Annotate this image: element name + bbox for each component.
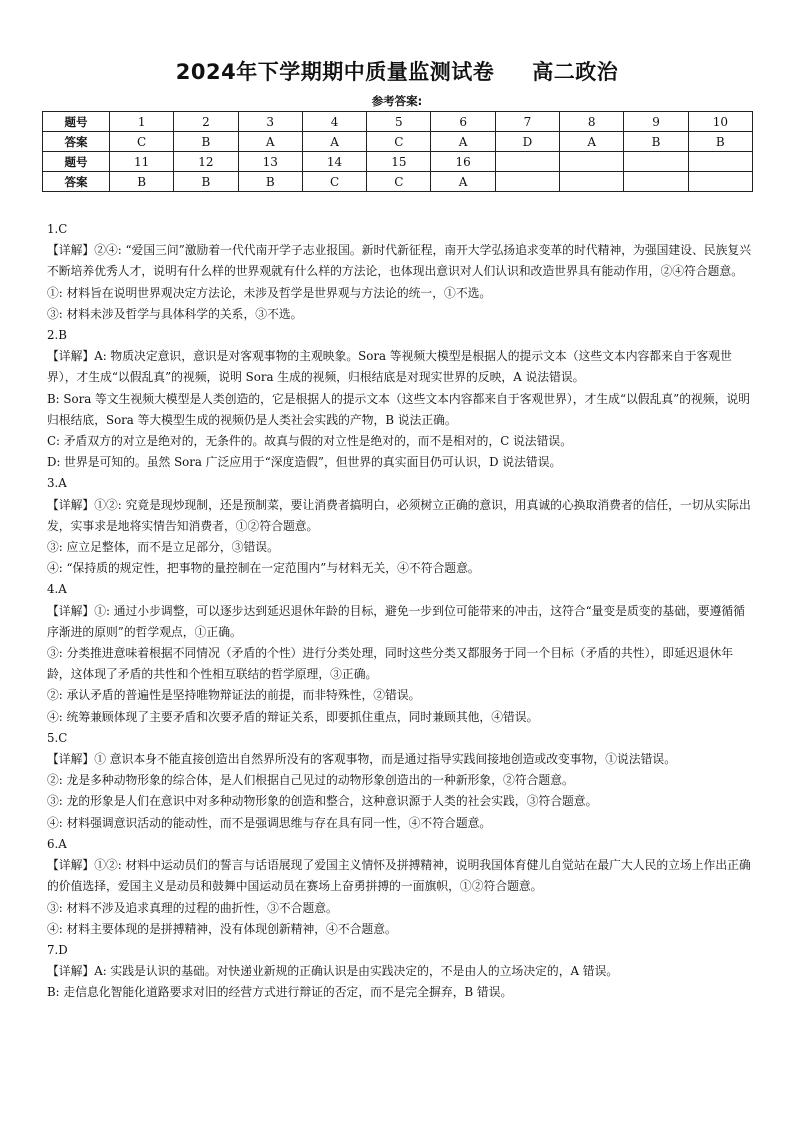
row-header: 答案	[43, 172, 110, 192]
table-cell: C	[110, 132, 174, 152]
table-row	[43, 132, 753, 152]
table-cell: 10	[688, 112, 752, 132]
table-cell	[624, 152, 688, 172]
answer-table	[42, 111, 753, 192]
explanation-line: ④: 材料主要体现的是拼搏精神，没有体现创新精神，④不合题意。	[47, 921, 397, 936]
explanation-line: ③: 材料未涉及哲学与具体科学的关系，③不选。	[47, 306, 303, 321]
table-cell: 4	[302, 112, 366, 132]
table-cell	[688, 172, 752, 192]
table-cell: 9	[624, 112, 688, 132]
explanation-line: 【详解】① 意识本身不能直接创造出自然界所没有的客观事物，而是通过指导实践间接地创造或改变事物，①说法错误。	[47, 752, 676, 767]
table-cell: A	[560, 132, 624, 152]
table-cell: B	[174, 132, 238, 152]
explanation-line: 【详解】①②: 材料中运动员们的誓言与话语展现了爱国主义情怀及拼搏精神，说明我国体育健儿自觉站在最广大人民的立场上作出正确的价值选择，爱国主义是动员和鼓舞中国运动员在赛场上奋勇拼搏的一面旗帜，①②符合题意。	[47, 858, 751, 894]
table-cell: 13	[238, 152, 302, 172]
table-cell: 8	[560, 112, 624, 132]
explanation-line: ③: 材料不涉及追求真理的过程的曲折性，③不合题意。	[47, 900, 338, 915]
explanation-line: ④: 统筹兼顾体现了主要矛盾和次要矛盾的辩证关系，即要抓住重点，同时兼顾其他，④错误。	[47, 709, 539, 724]
table-cell: C	[302, 172, 366, 192]
explanation-line: 【详解】A: 实践是认识的基础。对快递业新规的正确认识是由实践决定的，不是由人的立场决定的，A 错误。	[47, 964, 619, 979]
table-cell: A	[238, 132, 302, 152]
table-cell: C	[367, 132, 431, 152]
table-cell	[495, 172, 559, 192]
table-row	[43, 152, 753, 172]
explanation-line: ①: 材料旨在说明世界观决定方法论，未涉及哲学是世界观与方法论的统一，①不选。	[47, 285, 492, 300]
explanation-line: 【详解】②④: “爱国三问”激励着一代代南开学子志业报国。新时代新征程，南开大学弘扬追求变革的时代精神，为强国建设、民族复兴不断培养优秀人才，说明有什么样的世界观就有什么样的方法论，也体现出意识对人们认识和改造世界具有能动作用，②④符合题意。	[47, 243, 752, 279]
row-header: 题号	[43, 112, 110, 132]
explanation-line: ③: 龙的形象是人们在意识中对多种动物形象的创造和整合，这种意识源于人类的社会实践，③符合题意。	[47, 794, 598, 809]
table-cell: B	[110, 172, 174, 192]
explanation-line: ④: “保持质的规定性，把事物的量控制在一定范围内”与材料无关，④不符合题意。	[47, 561, 480, 576]
table-cell: D	[495, 132, 559, 152]
table-cell: 3	[238, 112, 302, 132]
table-cell: 7	[495, 112, 559, 132]
table-cell: A	[431, 172, 495, 192]
explanation-line: 【详解】①: 通过小步调整，可以逐步达到延迟退休年龄的目标，避免一步到位可能带来的冲击，这符合“量变是质变的基础，要遵循循序渐进的原则”的哲学观点，①正确。	[47, 603, 745, 639]
table-row	[43, 112, 753, 132]
question-answer-number: 5.C	[47, 730, 68, 745]
table-cell	[495, 152, 559, 172]
table-cell: 1	[110, 112, 174, 132]
question-answer-number: 6.A	[47, 836, 67, 851]
table-cell	[688, 152, 752, 172]
table-cell: B	[624, 132, 688, 152]
explanation-line: D: 世界是可知的。虽然 Sora 广泛应用于“深度造假”，但世界的真实面目仍可认识，D 说法错误。	[47, 455, 562, 470]
explanation-line: C: 矛盾双方的对立是绝对的，无条件的。故真与假的对立性是绝对的，而不是相对的，C 说法错误。	[47, 434, 572, 449]
explanation-line: ②: 龙是多种动物形象的综合体，是人们根据自己见过的动物形象创造出的一种新形象，②符合题意。	[47, 773, 574, 788]
table-cell: C	[367, 172, 431, 192]
question-answer-number: 7.D	[47, 942, 68, 957]
table-cell: A	[431, 132, 495, 152]
table-cell: 11	[110, 152, 174, 172]
table-cell	[624, 172, 688, 192]
question-answer-number: 3.A	[47, 476, 67, 491]
row-header: 答案	[43, 132, 110, 152]
explanation-line: ③: 分类推进意味着根据不同情况（矛盾的个性）进行分类处理，同时这些分类又都服务于同一个目标（矛盾的共性），即延迟退休年龄，这体现了矛盾的共性和个性相互联结的哲学原理，③正确。	[47, 646, 734, 682]
answer-label: 参考答案:	[371, 94, 423, 108]
question-answer-number: 2.B	[47, 328, 67, 343]
table-cell: 14	[302, 152, 366, 172]
explanation-line: ②: 承认矛盾的普遍性是坚持唯物辩证法的前提，而非特殊性，②错误。	[47, 688, 421, 703]
table-cell: B	[688, 132, 752, 152]
subject-text: 高二政治	[532, 60, 619, 84]
table-cell: 5	[367, 112, 431, 132]
explanation-line: ③: 应立足整体，而不是立足部分，③错误。	[47, 540, 279, 555]
explanation-line: 【详解】A: 物质决定意识，意识是对客观事物的主观映象。Sora 等视频大模型是根据人的提示文本（这些文本内容都来自于客观世界），才生成“以假乱真”的视频，说明 Sora 生成的视频，归根结底是对现实世界的反映，A 说法错误。	[47, 349, 732, 385]
explanation-line: 【详解】①②: 究竟是现炒现制，还是预制菜，要让消费者搞明白，必须树立正确的意识，用真诚的心换取消费者的信任，一切从实际出发，实事求是地将实情告知消费者，①②符合题意。	[47, 497, 751, 533]
table-cell	[560, 152, 624, 172]
table-cell: 12	[174, 152, 238, 172]
explanation-line: B: 走信息化智能化道路要求对旧的经营方式进行辩证的否定，而不是完全摒弃，B 错误。	[47, 985, 513, 1000]
question-answer-number: 1.C	[47, 222, 68, 236]
explanation-line: B: Sora 等文生视频大模型是人类创造的，它是根据人的提示文本（这些文本内容都来自于客观世界），才生成“以假乱真”的视频，说明归根结底，Sora 等大模型生成的视频仍是人类社会实践的产物，B 说法正确。	[47, 391, 750, 427]
table-cell: 6	[431, 112, 495, 132]
table-cell: 16	[431, 152, 495, 172]
title-text: 2024年下学期期中质量监测试卷	[175, 60, 495, 84]
question-answer-number: 4.A	[47, 582, 67, 597]
table-cell: B	[174, 172, 238, 192]
table-cell: B	[238, 172, 302, 192]
table-cell: 2	[174, 112, 238, 132]
table-cell	[560, 172, 624, 192]
exam-title	[0, 56, 794, 86]
row-header: 题号	[43, 152, 110, 172]
table-cell: 15	[367, 152, 431, 172]
answer-explanations	[47, 219, 753, 1004]
table-cell: A	[302, 132, 366, 152]
table-row	[43, 172, 753, 192]
explanation-line: ④: 材料强调意识活动的能动性，而不是强调思维与存在具有同一性，④不符合题意。	[47, 815, 492, 830]
